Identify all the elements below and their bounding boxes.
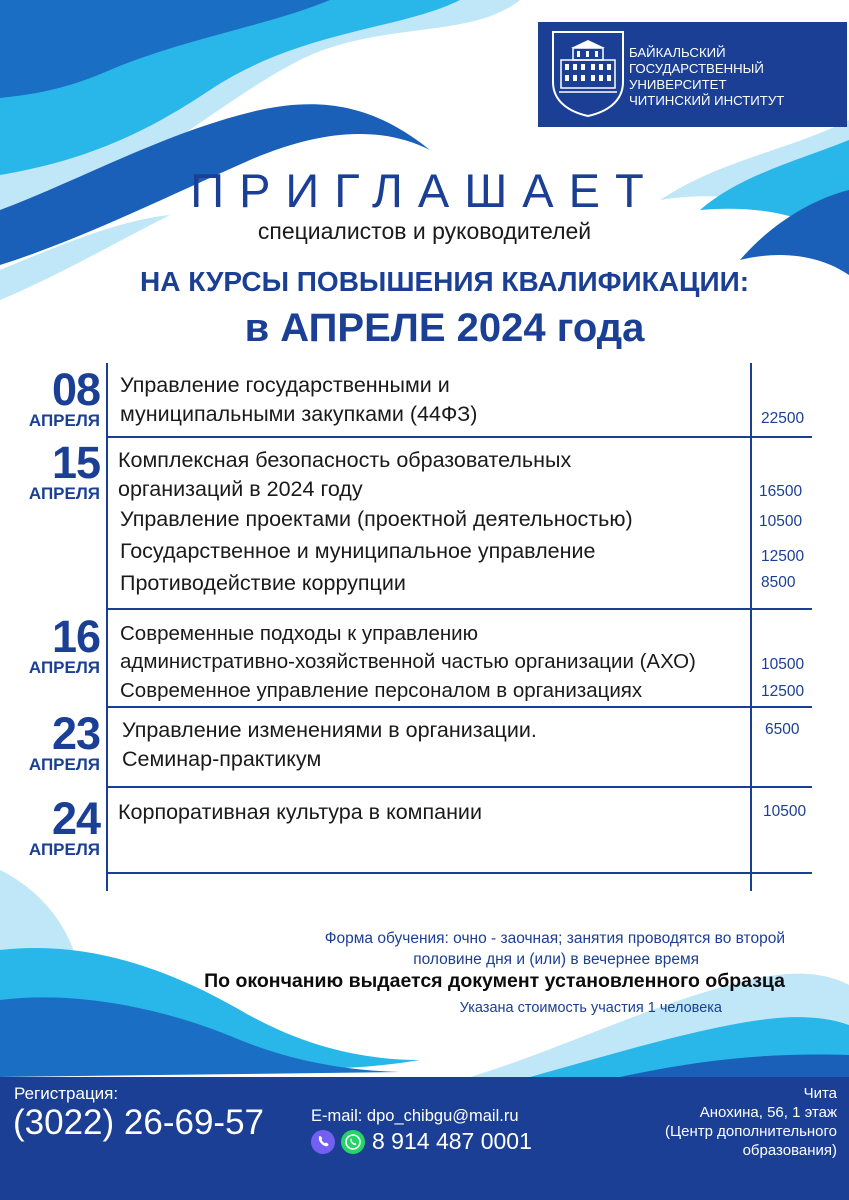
whatsapp-icon[interactable] xyxy=(341,1130,365,1154)
course-price: 6500 xyxy=(765,721,800,738)
course-title xyxy=(120,537,595,566)
date-day: 15 xyxy=(51,437,100,488)
date-day: 08 xyxy=(51,364,100,415)
date-month: АПРЕЛЯ xyxy=(28,755,100,774)
course-title xyxy=(120,371,477,429)
row-divider xyxy=(106,706,812,708)
logo-line: ГОСУДАРСТВЕННЫЙ xyxy=(629,61,764,76)
study-form-line: Форма обучения: очно - заочная; занятия проводятся во второй xyxy=(324,930,785,947)
table-left-border xyxy=(106,363,108,891)
course-price: 16500 xyxy=(759,483,803,500)
document-note: По окончанию выдается документ установленного образца xyxy=(204,970,785,992)
registration-phone[interactable]: (3022) 26-69-57 xyxy=(13,1103,264,1142)
course-title xyxy=(120,677,642,705)
study-form-note xyxy=(0,928,785,970)
course-line: Государственное и муниципальное управление xyxy=(120,539,596,563)
course-price: 10500 xyxy=(759,513,803,530)
course-line: Противодействие коррупции xyxy=(120,571,406,595)
date-month: АПРЕЛЯ xyxy=(28,658,100,677)
course-price: 12500 xyxy=(761,683,805,700)
email-link[interactable]: E-mail: dpo_chibgu@mail.ru xyxy=(311,1107,519,1125)
date-month: АПРЕЛЯ xyxy=(28,840,100,859)
course-line: административно-хозяйственной частью организации (АХО) xyxy=(120,650,696,673)
cost-note: Указана стоимость участия 1 человека xyxy=(459,1000,722,1016)
logo-line: УНИВЕРСИТЕТ xyxy=(629,77,727,92)
viber-icon[interactable] xyxy=(311,1130,335,1154)
row-divider xyxy=(106,436,812,438)
course-title xyxy=(120,505,633,534)
course-line: муниципальными закупками (44ФЗ) xyxy=(120,402,478,426)
course-line: Корпоративная культура в компании xyxy=(118,800,482,824)
course-line: организаций в 2024 году xyxy=(118,477,363,501)
courses-heading: НА КУРСЫ ПОВЫШЕНИЯ КВАЛИФИКАЦИИ: xyxy=(139,266,750,297)
row-divider xyxy=(106,786,812,788)
date-month: АПРЕЛЯ xyxy=(28,484,100,503)
logo-line: ЧИТИНСКИЙ ИНСТИТУТ xyxy=(629,93,785,108)
course-title xyxy=(120,569,406,598)
course-title xyxy=(120,620,696,676)
page-title: ПРИГЛАШАЕТ xyxy=(190,164,659,217)
course-price: 10500 xyxy=(763,803,807,820)
course-title xyxy=(118,798,482,827)
course-line: Современное управление персоналом в организациях xyxy=(120,679,643,702)
address-note: образования) xyxy=(742,1142,837,1159)
row-divider xyxy=(106,608,812,610)
logo-line: БАЙКАЛЬСКИЙ xyxy=(629,45,726,60)
course-title xyxy=(122,716,537,774)
course-price: 12500 xyxy=(761,548,805,565)
date-month: АПРЕЛЯ xyxy=(28,411,100,430)
messenger-phone[interactable]: 8 914 487 0001 xyxy=(372,1128,532,1154)
course-price: 10500 xyxy=(761,656,805,673)
date-day: 24 xyxy=(51,793,100,844)
course-line: Управление проектами (проектной деятельностью) xyxy=(120,507,633,531)
month-heading: в АПРЕЛЕ 2024 года xyxy=(244,306,645,350)
course-line: Семинар-практикум xyxy=(122,747,322,771)
date-day: 16 xyxy=(51,611,100,662)
page-subtitle: специалистов и руководителей xyxy=(257,218,592,244)
course-price: 22500 xyxy=(761,410,805,427)
row-divider xyxy=(106,872,812,874)
study-form-line: половине дня и (или) в вечернее время xyxy=(413,951,699,968)
address-block xyxy=(665,1084,837,1160)
course-price: 8500 xyxy=(761,574,796,591)
course-line: Комплексная безопасность образовательных xyxy=(118,448,572,472)
table-right-border xyxy=(750,363,752,891)
address-note: (Центр дополнительного xyxy=(665,1123,837,1140)
date-day: 23 xyxy=(51,708,100,759)
address-city: Чита xyxy=(803,1085,837,1102)
university-name xyxy=(629,45,784,109)
registration-label: Регистрация: xyxy=(14,1084,119,1103)
course-line: Управление изменениями в организации. xyxy=(122,718,537,742)
course-line: Современные подходы к управлению xyxy=(120,622,478,645)
university-building-icon xyxy=(551,30,625,118)
course-title xyxy=(118,446,571,504)
address-street: Анохина, 56, 1 этаж xyxy=(699,1104,837,1121)
course-line: Управление государственными и xyxy=(120,373,450,397)
